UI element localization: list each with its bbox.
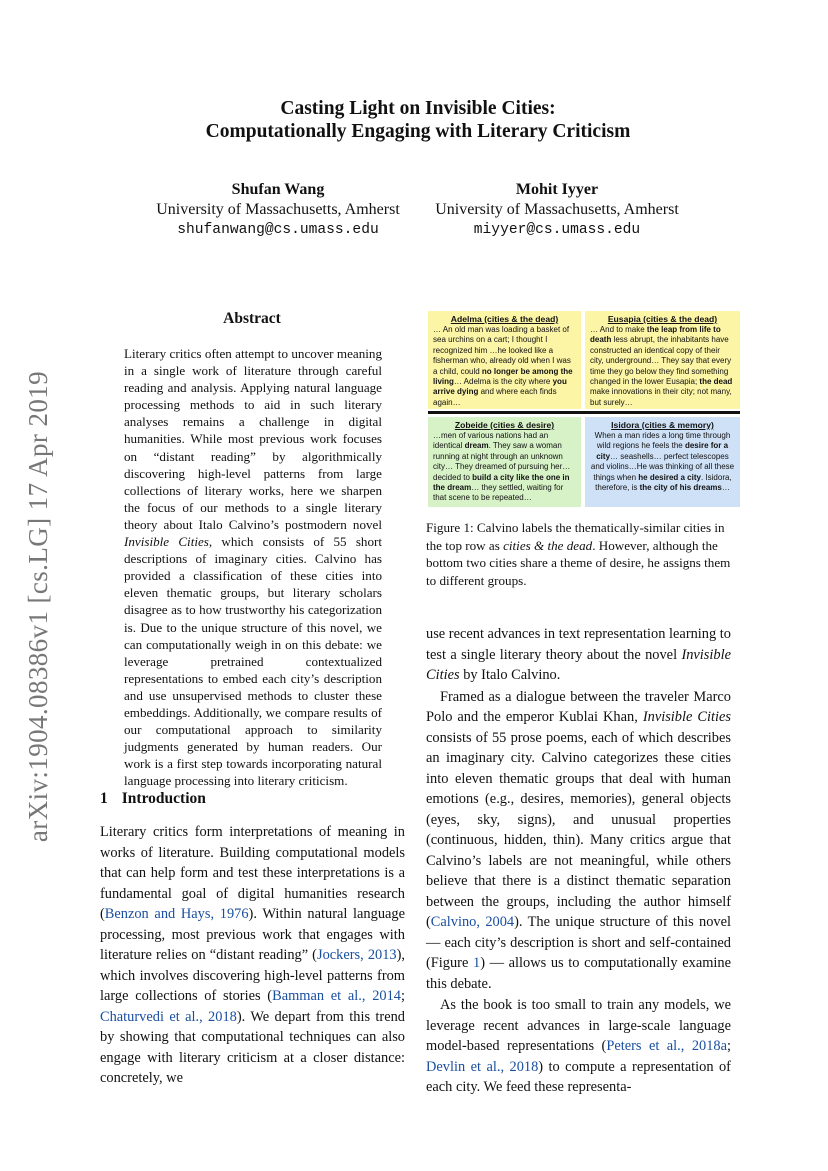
abstract-body: [124, 345, 382, 789]
arxiv-sidebar: [18, 362, 60, 850]
section-title: Introduction: [121, 790, 206, 807]
author-1: [148, 180, 408, 240]
paper-title: [100, 97, 736, 143]
author-block: [100, 180, 736, 240]
figure-caption: Figure 1: Calvino labels the thematically-similar cities in the top row as cities & the dead. However, although the bottom two cities share a theme of desire, he assigns them to different groups.: [426, 520, 731, 588]
intro-right-column: [426, 624, 731, 1098]
author-2: [422, 180, 692, 240]
paragraph: use recent advances in text representation learning to test a single literary theory about the novel Invisible Cities by Italo Calvino.: [426, 626, 731, 683]
author-affiliation: University of Massachusetts, Amherst: [435, 201, 679, 218]
author-name: Shufan Wang: [231, 181, 325, 198]
title-line-1: Casting Light on Invisible Cities:: [280, 98, 556, 119]
panel-heading: Adelma (cities & the dead): [450, 314, 559, 324]
citation-link[interactable]: Jockers, 2013: [316, 947, 397, 963]
panel-heading: Isidora (cities & memory): [611, 420, 714, 430]
panel-text: … And to make the leap from life to death less abrupt, the inhabitants have constructed an identical copy of their city, underground… They say that every time they go below they find something changed in the lower Eusapia; the dead make innovations in their city; not many, but surely…: [590, 325, 733, 407]
citation-link[interactable]: Bamman et al., 2014: [272, 988, 401, 1004]
citation-link[interactable]: Devlin et al., 2018: [426, 1058, 539, 1075]
arxiv-identifier: arXiv:1904.08386v1 [cs.LG] 17 Apr 2019: [23, 370, 54, 842]
citation-link[interactable]: Calvino, 2004: [430, 914, 515, 930]
panel-divider: [428, 411, 740, 414]
panel-text: …men of various nations had an identical dream. They saw a woman running at night through an unknown city… They dreamed of pursuing her… decided to build a city like the one in the dream… they settled, waiting for that scene to be repeated…: [433, 431, 571, 503]
citation-link[interactable]: Peters et al., 2018a: [606, 1038, 727, 1054]
figure-1: [428, 311, 740, 507]
author-affiliation: University of Massachusetts, Amherst: [156, 201, 400, 218]
author-email[interactable]: miyyer@cs.umass.edu: [473, 222, 641, 238]
abstract-heading: Abstract: [223, 310, 281, 327]
paragraph: Framed as a dialogue between the traveler Marco Polo and the emperor Kublai Khan, Invisible Cities consists of 55 prose poems, each of which describes an imaginary city. Calvino categorizes these cities into eleven thematic groups that deal with human emotions (e.g., desires, memories), general objects (eyes, sky, signs), and unusual properties (continuous, hidden, thin). Many critics argue that Calvino’s labels are not meaningful, while others believe that there is a distinct thematic separation between the groups, including the author himself (Calvino, 2004). The unique structure of this novel — each city’s description is short and self-contained (Figure 1) — allows us to computationally examine this debate.: [426, 688, 732, 992]
title-line-2: Computationally Engaging with Literary Criticism: [205, 121, 631, 142]
paragraph: As the book is too small to train any models, we leverage recent advances in large-scale language model-based representations (Peters et al., 2018a; Devlin et al., 2018) to compute a representation of each city. We feed these representa-: [426, 997, 731, 1095]
author-name: Mohit Iyyer: [515, 181, 599, 198]
section-number: 1: [100, 790, 108, 807]
abstract-text: Literary critics often attempt to uncover meaning in a single work of literature through careful reading and analysis. Applying natural language processing methods to aid in such literary analyses remains a challenge in digital humanities. While most previous work focuses on “distant reading” by algorithmically discovering high-level patterns from large collections of literary works, here we sharpen the focus of our methods to a single literary theory about Italo Calvino’s postmodern novel: [124, 346, 382, 532]
intro-left-column: Literary critics form interpretations of meaning in works of literature. Building computational models that can help form and test these interpretations is a fundamental goal of digital humanities research (Benzon and Hays, 1976). Within natural language processing, most previous work that engages with literature relies on “distant reading” (Jockers, 2013), which involves discovering high-level patterns from large collections of stories (Bamman et al., 2014; Chaturvedi et al., 2018). We depart from this trend by showing that computational techniques can also engage with literary criticism at a closer distance: concretely, we: [100, 824, 405, 1086]
panel-text: When a man rides a long time through wild regions he feels the desire for a city… seashells… perfect telescopes and violins…He was thinking of all these things when he desired a city. Isidora, therefore, is the city of his dreams…: [590, 431, 735, 493]
panel-heading: Eusapia (cities & the dead): [607, 314, 718, 324]
book-title: Invisible Cities: [124, 534, 209, 550]
panel-text: … An old man was loading a basket of sea urchins on a cart; I thought I recognized him …he looked like a fisherman who, already old when I was a child, could no longer be among the living… Adelma is the city where you arrive dying and where each finds again…: [433, 325, 573, 407]
section-heading: [100, 790, 206, 808]
citation-link[interactable]: Benzon and Hays, 1976: [104, 906, 249, 922]
citation-link[interactable]: Chaturvedi et al., 2018: [100, 1008, 237, 1025]
panel-heading: Zobeide (cities & desire): [454, 420, 555, 430]
author-email[interactable]: shufanwang@cs.umass.edu: [177, 222, 379, 238]
city-panel-zobeide: [428, 417, 581, 507]
city-panel-adelma: [428, 311, 581, 409]
city-panel-eusapia: [585, 311, 740, 409]
figure-link[interactable]: 1: [473, 955, 481, 971]
abstract-text: , which consists of 55 short descriptions of imaginary cities. Calvino has provided a classification of these cities into eleven thematic groups, but literary scholars disagree as to how trustworthy his categorization is. Due to the unique structure of this novel, we can computationally weigh in on this debate: we leverage pretrained contextualized representations to embed each city’s description and use unsupervised methods to cluster these embeddings. Additionally, we compare results of our computational approach to similarity judgments generated by human readers. Our work is a first step towards incorporating natural language processing into literary criticism.: [124, 534, 383, 789]
city-panel-isidora: [585, 417, 740, 507]
